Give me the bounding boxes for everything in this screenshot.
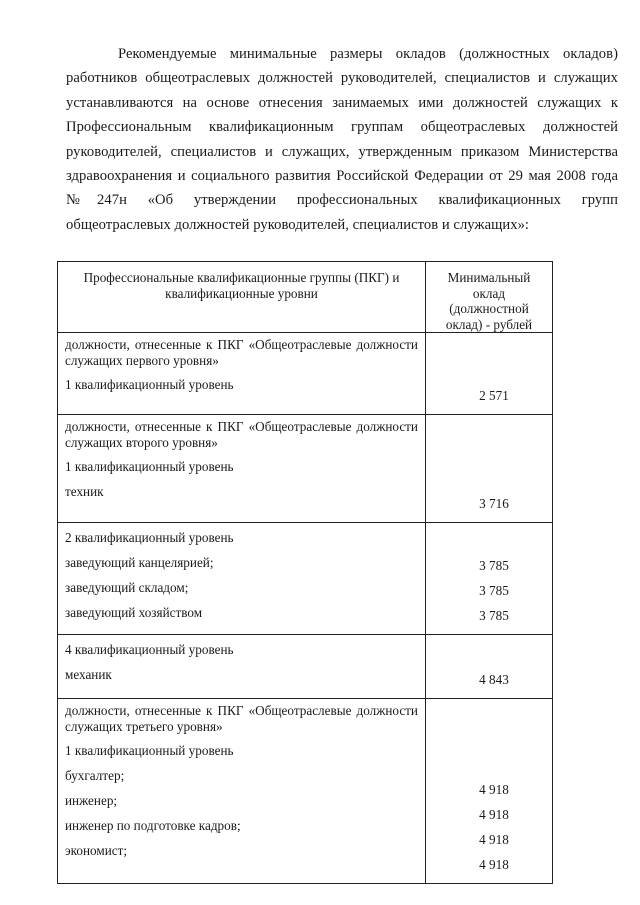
table-header-row [58,262,553,333]
salary-table [57,261,553,884]
group1-level1: 1 квалификационный уровень [65,377,234,392]
table-row [58,523,553,635]
group3-title: должности, отнесенные к ПКГ «Общеотраслевые должности служащих третьего уровня» [65,703,418,734]
group2-level4-value: 4 843 [479,672,509,687]
group1-title: должности, отнесенные к ПКГ «Общеотраслевые должности служащих первого уровня» [65,337,418,368]
group2-cell [58,415,426,523]
group2-title: должности, отнесенные к ПКГ «Общеотраслевые должности служащих второго уровня» [65,419,418,450]
group2-level2-item: заведующий складом; [65,580,189,595]
group2-level2-item: заведующий канцелярией; [65,555,214,570]
table-row [58,635,553,699]
table-row [58,415,553,523]
group2-level2-value: 3 785 [479,558,509,573]
group3-cell [58,699,426,884]
group2-level4-item: механик [65,667,112,682]
header-min-salary: Минимальный оклад (должностной оклад) - рублей [426,262,553,333]
group3-value: 4 918 [479,857,509,872]
group2-level4-cell [58,635,426,699]
group1-values [426,333,553,415]
group2-level2-cell [58,523,426,635]
group2-level4: 4 квалификационный уровень [65,642,234,657]
group1-level1-value: 2 571 [479,388,509,403]
table-row [58,333,553,415]
group3-value: 4 918 [479,782,509,797]
group2-level1-value: 3 716 [479,496,509,511]
group3-values [426,699,553,884]
group2-level2-value: 3 785 [479,608,509,623]
group1-cell [58,333,426,415]
group3-item: бухгалтер; [65,768,125,783]
group3-item: инженер; [65,793,118,808]
group3-level1: 1 квалификационный уровень [65,743,234,758]
group2-level2-item: заведующий хозяйством [65,605,203,620]
group2-level1-item: техник [65,484,104,499]
group3-value: 4 918 [479,832,509,847]
group3-item: инженер по подготовке кадров; [65,818,241,833]
table-row [58,699,553,884]
group2-level2-values [426,523,553,635]
group2-level2-value: 3 785 [479,583,509,598]
intro-paragraph: Рекомендуемые минимальные размеры окладов (должностных окладов) работников общеотраслевых должностей руководителей, специалистов и служащих устанавливаются на основе отнесения занимаемых ими должностей служащих к Профессиональным квалификационным группам общеотраслевых должностей руководителей, специалистов и служащих, утвержденным приказом Министерства здравоохранения и социального развития Российской Федерации от 29 мая 2008 года №247н «Об утверждении профессиональных квалификационных групп общеотраслевых должностей руководителей, специалистов и служащих»: [66,46,618,233]
group3-item: экономист; [65,843,128,858]
group2-level4-values [426,635,553,699]
group3-value: 4 918 [479,807,509,822]
group2-level1: 1 квалификационный уровень [65,459,234,474]
header-qualification-groups: Профессиональные квалификационные группы (ПКГ) и квалификационные уровни [58,262,426,333]
group2-level1-values [426,415,553,523]
group2-level2: 2 квалификационный уровень [65,530,234,545]
